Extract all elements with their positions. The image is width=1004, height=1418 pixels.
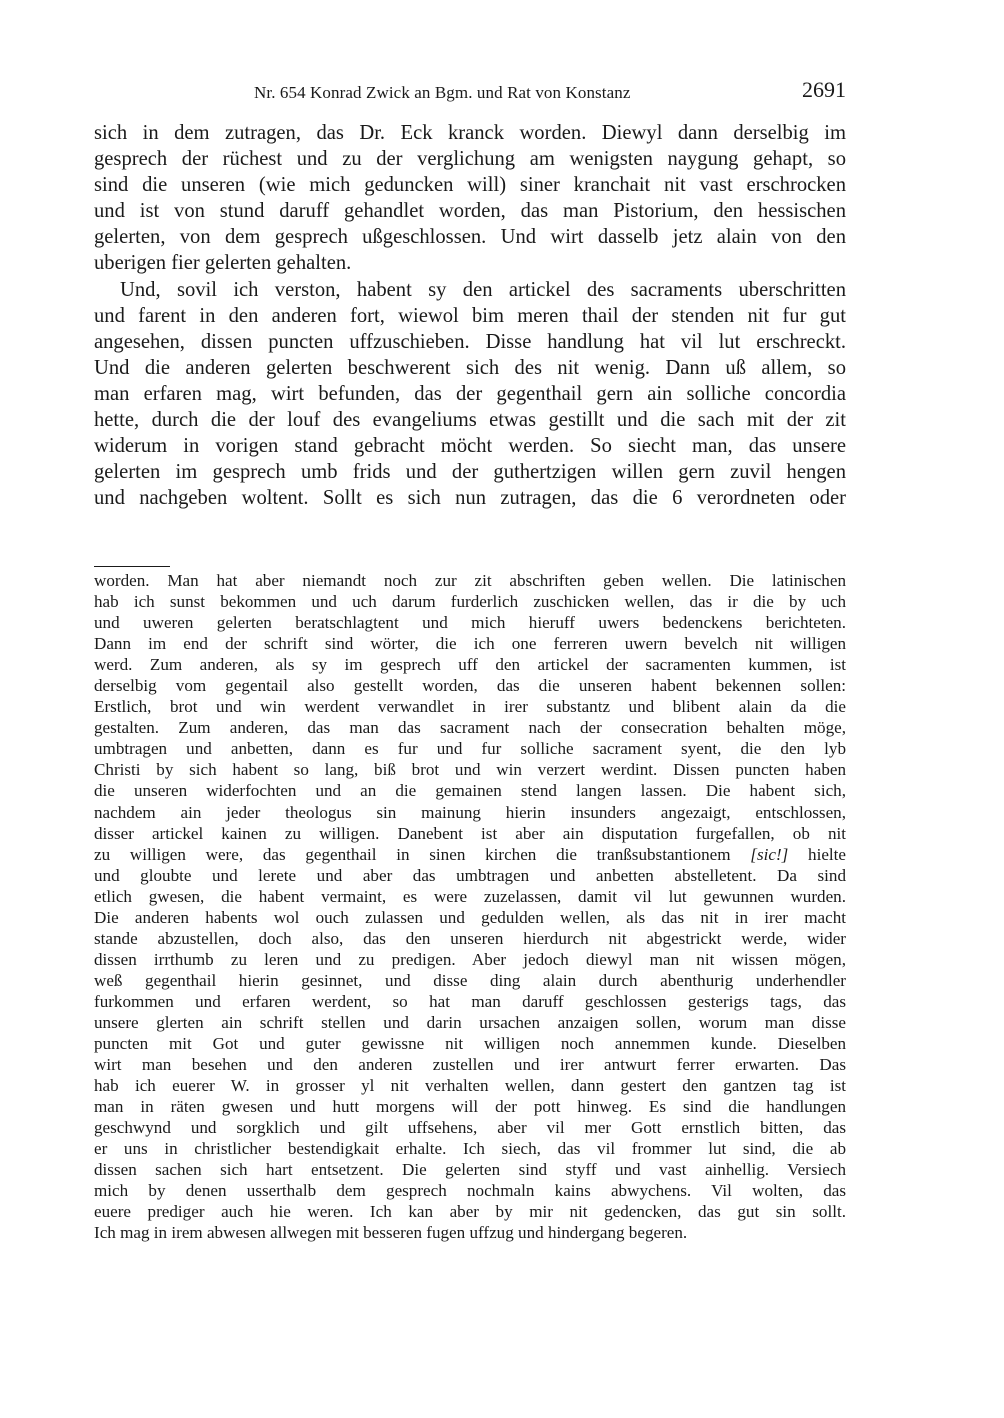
footnote-line: er uns in christlicher bestendigkait erhalte. Ich siech, das vil frommer lut sind, die ab — [94, 1139, 846, 1159]
footnote-line: derselbig vom gegentail also gestellt worden, das die unseren habent bekennen sollen: — [94, 676, 846, 696]
footnote-line: nachdem ain jeder theologus sin mainung hierin insunders angezaigt, entschlossen, — [94, 802, 846, 822]
main-text-line: und nachgeben woltent. Sollt es sich nun zutragen, das die 6 verordneten oder — [94, 487, 846, 510]
footnote-line-segment: zu willigen were, das gegenthail in sinen kirchen die tranßsubstantionem — [94, 844, 731, 864]
footnote-line: umbtragen und anbetten, dann es fur und fur solliche sacrament syent, die den lyb — [94, 739, 846, 759]
footnote-line: stande abzustellen, doch also, das den unseren hierdurch nit abgestrickt werde, wider — [94, 928, 846, 948]
footnote-line: disser artickel kainen zu willigen. Danebent ist aber ain disputation furgefallen, ob nit — [94, 823, 846, 843]
footnote-line: puncten mit Got und guter gewissne nit willigen noch annemmen kunde. Dieselben — [94, 1034, 846, 1054]
footnote-line: die unseren widerfochten und an die gemainen stend langen lassen. Die habent sich, — [94, 781, 846, 801]
footnote-line: mich by denen usserthalb dem gesprech nochmaln kains abwychens. Vil wolten, das — [94, 1181, 846, 1201]
page-number: 2691 — [802, 77, 846, 102]
footnote-line: Erstlich, brot und win werdent verwandlet in irer substantz und blibent alain da die — [94, 697, 846, 717]
document-page — [94, 77, 846, 1243]
main-text-line: gesprech der rüchest und zu der verglichung am wenigsten naygung gehapt, so — [94, 148, 846, 171]
main-text-line: und ist von stund daruff gehandlet worden, das man Pistorium, den hessischen — [94, 200, 846, 223]
main-text-line: hette, durch die der louf des evangeliums etwas gestillt und die sach mit der zit — [94, 409, 846, 432]
main-text-line: gelerten im gesprech umb frids und der guthertzigen willen gern zuvil hengen — [94, 461, 846, 484]
main-text-line: sich in dem zutragen, das Dr. Eck kranck worden. Diewyl dann derselbig im — [94, 122, 846, 144]
footnote-line: euere prediger auch hie weren. Ich kan aber by mir nit gedencken, das gut sin sollt. — [94, 1202, 846, 1222]
footnote-divider — [94, 566, 170, 567]
footnote-line-segment: hielte — [808, 844, 846, 864]
footnote-line: hab ich euerer W. in grosser yl nit verhalten wellen, dann gestert den gantzen tag ist — [94, 1076, 846, 1096]
footnote-line: geschwynd und sorgklich und gilt uffsehens, aber vil mer Gott ernstlich bitten, das — [94, 1118, 846, 1138]
footnote-line: und uweren gelerten beratschlagtent und mich hieruff uwers bedenckens berichteten. — [94, 613, 846, 633]
footnote-line: Ich mag in irem abwesen allwegen mit besseren fugen uffzug und hindergang begeren. — [94, 1223, 688, 1243]
main-text — [94, 120, 846, 511]
footnote-line: werd. Zum anderen, als sy im gesprech uff den artickel der sacramenten kummen, ist — [94, 655, 846, 675]
footnote-line: Dann im end der schrift sind wörter, die ich one ferreren uwern bevelch nit willigen — [94, 634, 846, 654]
main-text-line: uberigen fier gelerten gehalten. — [94, 252, 352, 275]
main-text-line: man erfaren mag, wirt befunden, das der gegenthail gern ain solliche concordia — [94, 382, 846, 405]
footnote-line: Die anderen habents wol ouch zulassen und gedulden wellen, als das nit in irer macht — [94, 907, 846, 927]
main-text-line: widerum in vorigen stand gebracht möcht werden. So siecht man, das unsere — [94, 435, 846, 458]
footnote-line: wirt man besehen und den anderen zustellen und irer antwurt ferrer erwarten. Das — [94, 1055, 846, 1075]
footnote-line: weß gegenthail hierin gesinnet, und disse ding alain durch abenthurig underhendler — [94, 970, 846, 990]
footnote-line: dissen sachen sich hart entsetzent. Die gelerten sind styff und vast ainhellig. Versiech — [94, 1160, 846, 1180]
footnote-line: furkommen und erfaren werdent, so hat man daruff geschlossen gesterigs tags, das — [94, 991, 846, 1011]
footnote-line: unsere glerten ain schrift stellen und darin ursachen anzaigen sollen, worum man disse — [94, 1012, 846, 1032]
footnote-line: hab ich sunst bekommen und uch darum furderlich zuschicken wellen, das ir die by uch — [94, 592, 846, 612]
main-text-line: Und die anderen gelerten beschwerent sich des nit wenig. Dann uß allem, so — [94, 356, 846, 379]
running-head-title: Nr. 654 Konrad Zwick an Bgm. und Rat von Konstanz — [254, 83, 631, 102]
footnote-line: man in räten gwesen und hutt morgens will der pott hinweg. Es sind die handlungen — [94, 1097, 846, 1117]
main-text-line: angesehen, dissen puncten uffzuschieben. Disse handlung hat vil lut erschreckt. — [94, 330, 846, 353]
main-text-line: und farent in den anderen fort, wiewol bim meren thail der stenden nit fur gut — [94, 304, 846, 327]
main-text-line: gelerten, von dem gesprech ußgeschlossen. Und wirt dasselb jetz alain von den — [94, 226, 846, 249]
running-head — [94, 78, 846, 108]
footnote-line: und gloubte und lerete und aber das umbtragen und anbetten abstelletent. Da sind — [94, 865, 846, 885]
footnote-line: Christi by sich habent so lang, biß brot und win verzert werdint. Dissen puncten haben — [94, 760, 846, 780]
main-text-line: sind die unseren (wie mich geduncken will) siner kranchait nit vast erschrocken — [94, 174, 846, 197]
main-text-line: Und, sovil ich verston, habent sy den artickel des sacraments uberschritten — [120, 278, 846, 301]
footnote-line: gestalten. Zum anderen, das man das sacrament nach der consecration behalten möge, — [94, 718, 846, 738]
footnote-line: worden. Man hat aber niemandt noch zur zit abschriften geben wellen. Die latinischen — [94, 571, 846, 590]
footnote-line: etlich gwesen, die habent vermaint, es were zuzelassen, damit vil lut gewunnen wurden. — [94, 886, 846, 906]
footnote-line: dissen irrthumb zu leren und zu predigen. Aber jedoch diewyl man nit wissen mögen, — [94, 949, 846, 969]
editorial-sic-mark: [sic!] — [750, 844, 789, 864]
footnote — [94, 570, 846, 1244]
footnote-line — [94, 844, 846, 865]
